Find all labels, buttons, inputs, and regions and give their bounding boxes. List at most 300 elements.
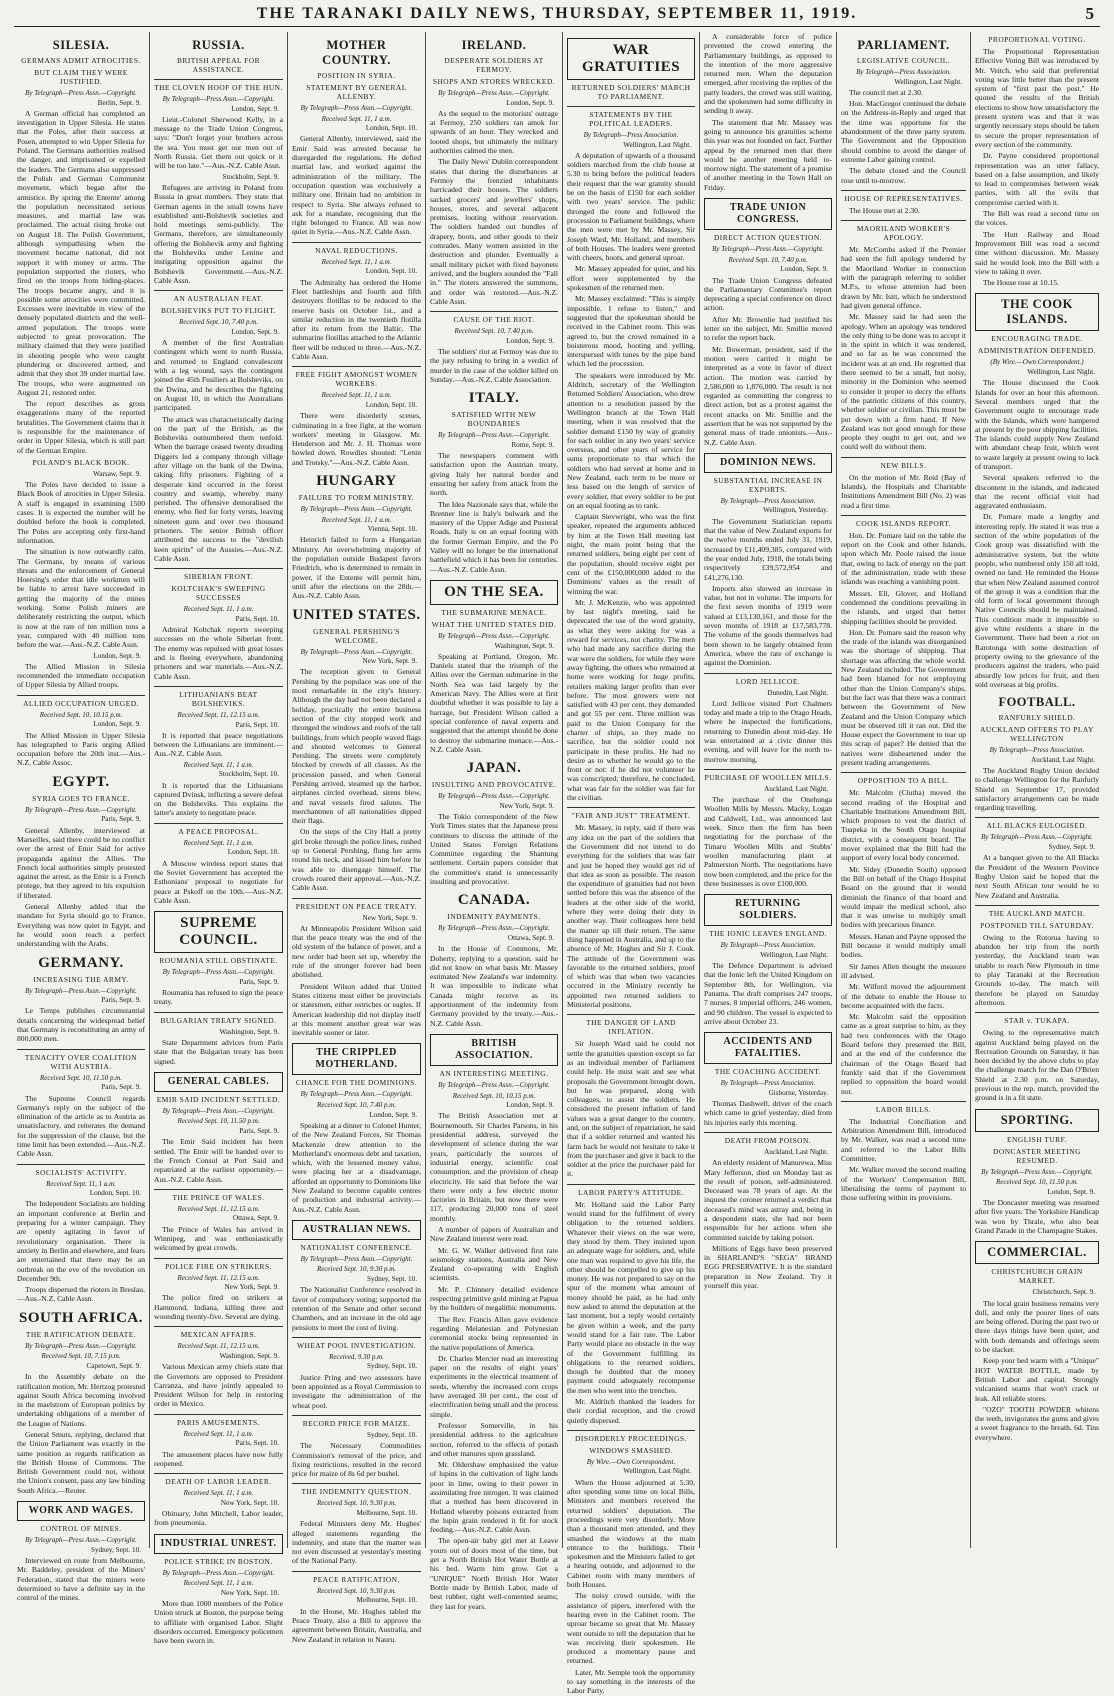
dateline: London, Sept. 9. bbox=[780, 265, 828, 274]
telegraph-credit: By Telegraph—Press Assn.—Copyright. bbox=[162, 1568, 275, 1577]
article-paragraph: Le Temps publishes circumstantial details concerning the widespread belief that Germany is reconstituting an army of 800,000 men. bbox=[17, 1006, 145, 1044]
telegraph-credit: By Telegraph—Press Association. bbox=[856, 68, 951, 76]
section-heading: EGYPT. bbox=[52, 773, 110, 790]
article-paragraph: The police fired on strikers at Hammond, Indiana, killing three and wounding twenty-five. Several are dying. bbox=[154, 1293, 283, 1322]
dateline: New York, Sept. 9. bbox=[362, 913, 417, 922]
telegraph-credit: By Telegraph—Press Assn.—Copyright. bbox=[25, 1341, 137, 1350]
sub-heading: THE CLOVEN HOOF OF THE HUN. bbox=[154, 79, 283, 92]
article-paragraph: A Moscow wireless report states that the Soviet Government has accepted the Esthonians' proposal to negotiate for peace at Pskoff on the 10th.—Aus.-N.Z. Cable Assn. bbox=[154, 858, 283, 905]
sub-heading: BRITISH APPEAL FOR ASSISTANCE. bbox=[176, 56, 261, 74]
article-paragraph: Several speakers referred to the discontent in the islands, and indicated that the recent official visit had aggravated enthusiasm. bbox=[975, 473, 1099, 511]
article-paragraph: Mr. Malcolm said the opposition came as a great surprise to him, as they had two conferences with the Otago Board before they presented the Bill, and at the end of the conference the chairman of the Otago Board had frankly said that if the Government replied to opposition the board would not. bbox=[841, 1012, 966, 1096]
telegraph-credit: Received Sept. 10, 7.40 p.m. bbox=[728, 255, 808, 264]
telegraph-credit: Received Sept. 10, 10.15 p.m. bbox=[452, 1091, 536, 1100]
article-paragraph: Messrs. Hanan and Payne opposed the Bill because it would multiply small bodies. bbox=[841, 931, 966, 960]
sub-heading: LABOR BILLS. bbox=[841, 1101, 966, 1114]
sub-heading: TENACITY OVER COALITION WITH AUSTRIA. bbox=[17, 1049, 145, 1071]
telegraph-credit: By Telegraph—Press Assn.—Copyright. bbox=[438, 89, 550, 97]
dateline: New York, Sept. 9. bbox=[362, 657, 417, 666]
telegraph-credit: Received Sept. 10, 9.30 p.m. bbox=[316, 1586, 397, 1595]
article-paragraph: The speakers were introduced by Mr. Aldritch, secretary of the Wellington Returned Soldiers' Association, who drew attention to a resolution passed by the Wellington branch at the Town Hall meeting, when it was resolved that the soldier demand £150 by way of gratuity for each soldier in any two years' service overseas, and other years of service for sums proportionate to that which the soldiers who had served at home and in New Zealand, each term to be more or less based on the length of service of every soldier, that every soldier to be put on an equal footing as to rank. bbox=[567, 370, 695, 510]
section-heading: BRITISH ASSOCIATION. bbox=[430, 1034, 558, 1066]
sub-heading: THE DANGER OF LAND INFLATION. bbox=[567, 1014, 695, 1036]
telegraph-credit: Received Sept. 11, 12.15 a.m. bbox=[177, 1204, 260, 1213]
section-heading: GERMANY. bbox=[38, 954, 124, 971]
article-paragraph: Mr. Wilford moved the adjournment of the debate to enable the House to become acquainted with the facts. bbox=[841, 982, 966, 1010]
telegraph-credit: By Telegraph—Press Assn.—Copyright. bbox=[981, 833, 1093, 842]
article-paragraph: Dr. Payne considered proportional representation was an utter fallacy, based on a false assumption, and likely to lead to compromises between weak parties, with all the evils that compromise carried with it. bbox=[975, 151, 1099, 207]
column-rule bbox=[562, 32, 563, 1548]
telegraph-credit: Received Sept. 10, 10.15 p.m. bbox=[39, 710, 123, 719]
article-paragraph: General Allenby, interviewed, said the Emir Said was arrested because he disregarded the regulations. He defied martial law, and worked against the administration of the military. The occupation question was exclusively a military one. Britain had no ambition in respect to Syria. She always refused to ask for a mandate, recognising that the right belonged to France. All was now quiet in Syria.—Aus.-N.Z. Cable Assn. bbox=[292, 134, 421, 237]
dateline: London, Sept. 9. bbox=[506, 336, 554, 345]
telegraph-credit: By Telegraph—Press Assn.—Copyright. bbox=[300, 647, 413, 656]
telegraph-credit: Received Sept. 11, 12.15 a.m. bbox=[177, 710, 260, 719]
sub-heading: BUT CLAIM THEY WERE JUSTIFIED. bbox=[34, 68, 128, 86]
article-paragraph: The local grain business remains very dull, and only the poorer lines of oats are being offered. During the past two or three days things have been quiet, and with both demands and offerings seem to be slacker. bbox=[975, 1298, 1099, 1355]
article-paragraph: The Tokio correspondent of the New York Times states that the Japanese press continues to discuss the attitude of the United States Foreign Relations Committee regarding the Shantung settlement. Certain papers consider that the committee's stand is unnecessarily insulting and provocative. bbox=[430, 812, 558, 887]
sub-heading: DEATH FROM POISON. bbox=[704, 1132, 832, 1145]
sub-heading: RECORD PRICE FOR MAIZE. bbox=[292, 1415, 421, 1428]
sub-heading: THE PRINCE OF WALES. bbox=[154, 1189, 283, 1202]
article-paragraph: A member of the first Australian contingent which went to north Russia, and returned to England convalescent with a leg wound, says the contingent joined the 45th Fusiliers at Bolsheviks, on the Dwina, and he describes the fighting on August 10, in which the Australians participated. bbox=[154, 338, 283, 413]
sub-heading: ALLIED OCCUPATION URGED. bbox=[17, 695, 145, 708]
section-heading: DOMINION NEWS. bbox=[704, 453, 832, 473]
article-paragraph: Various Mexican army chiefs state that the Governors are opposed to President Carranza, and have jointly appealed to President Wilson for help in restoring order in Mexico. bbox=[154, 1362, 283, 1409]
telegraph-credit: By Telegraph—Press Assn.—Copyright. bbox=[438, 431, 550, 440]
section-heading: SILESIA. bbox=[52, 38, 110, 52]
sub-heading: GENERAL PERSHING'S WELCOME. bbox=[313, 626, 400, 645]
sub-heading: POLAND'S BLACK BOOK. bbox=[32, 457, 130, 467]
dateline: Paris, Sept. 10. bbox=[235, 1439, 279, 1448]
article-paragraph: A German official has completed an investigation in Upper Silesia. He states that the Poles, after their success at Posen, attempted to win Upper Silesia for Poland. The Germans authorities realised the danger, and imprisoned or expelled the leaders. The Germans also suppressed the Polish and German Communist movement, which began after the armistice. By spring the Entente' among the population necessitated serious measures, and martial law was proclaimed. The actual rising broke out on August 18. The Polish Government, although sympathising when the movement became national, did not support it with money or arms. The population supported the rioters, who fired on the troops from hiding-places. The troops became angry, and it is possible some atrocities were committed. Excesses were inevitable in view of the densely populated districts and the well-armed population. The troops were subjected to great provocation. The military claimed that they were justified in shooting people who were caught plundering or discovered armed, and admit that they shot 39 under martial law. The troops, who were augmented on August 21, restored order. bbox=[17, 108, 145, 397]
article-paragraph: The Trade Union Congress defeated the Parliamentary Committee's report deprecating a special conference on direct action. bbox=[704, 275, 832, 313]
article-paragraph: At a banquet given to the All Blacks the President of the Western Province Rugby Union said he hoped that the next South African tour would be to New Zealand and Australia. bbox=[975, 853, 1099, 900]
sub-heading: ALL BLACKS EULOGISED. bbox=[975, 817, 1099, 830]
dateline: Wellington, Last Night. bbox=[1027, 368, 1095, 377]
telegraph-credit: By Telegraph—Press Assn.—Copyright. bbox=[162, 95, 275, 103]
article-paragraph: Captain Sievwright, who was the first speaker, repeated the arguments adduced by him at the Town Hall meeting last night, the main point being that the returned soldiers, being eight per cent of the population, should receive eight per cent of the £150,000,000 added to the Dominions' values as the result of winning the war. bbox=[567, 512, 695, 596]
article-paragraph: Mr. Massey appealed for quiet, and his effort were supplemented by the spokesmen of the returned men. bbox=[567, 264, 695, 293]
sub-heading: PROPORTIONAL VOTING. bbox=[988, 35, 1086, 44]
section-heading: MOTHER COUNTRY. bbox=[322, 38, 391, 67]
article-paragraph: The House discussed the Cook Islands for over an hour this afternoon. Several members urged that the Government ought to encourage trade with the Islands, which were hampered at present by the poor shipping facilities. The islands could supply New Zealand with abundant cheap fruit, which went to waste largely at present owing to lack of transport. bbox=[975, 378, 1099, 471]
section-heading: THE COOK ISLANDS. bbox=[975, 293, 1099, 331]
article-paragraph: The Daily News' Dublin correspondent states that during the disturbances at Fermoy the frenzied inhabitants barricaded their houses. The soldiers sacked grocers' and jewellers' shops, houses, stores, and several adjacent premises, looting without reservation. The soldiers handed out bundles of drapery, boots, and other goods to their comrades. Many women assisted in the destruction and plunder. Eventually a small military picket with fixed bayonets arrived, and the buglers sounded the "Fall in." The rioters answered the summons, and order was restored.—Aus.-N.Z. Cable Assn. bbox=[430, 157, 558, 306]
dateline: Sydney, Sept. 10. bbox=[366, 1362, 417, 1371]
article-paragraph: The Government Statistician reports that the value of New Zealand exports for the twelve months ended July 31, 1919, increased by £11,409,385, compared with the year ended July, 1918, the totals being respectively £39,572,954 and £41,276,130. bbox=[704, 516, 832, 582]
sub-heading: CHANCE FOR THE DOMINIONS. bbox=[295, 1078, 418, 1088]
section-heading: HUNGARY bbox=[316, 472, 397, 489]
article-paragraph: The attack was characteristically daring on the part of the British, as the Bolsheviks outnumbered them tenfold. When the barrage ceased twenty dreading Diggers led a company through village after village on the bank of the Dwina, taking fifty prisoners. Fighting of a desperate kind occurred in the forest country and swamp, whereby many perished. The offensive demoralised the enemy, who fled for forty versts, leaving nineteen guns and over two thousand prisoners. The senior British officer attributed the success to the "devilish keen spirits" of the Aussies.—Aus.-N.Z. Cable Assn. bbox=[154, 414, 283, 563]
article-paragraph: The Allied Mission in Upper Silesia has telegraphed to Paris urging Allied occupation before the 20th inst.—Aus.-N.Z. Cable Assoc. bbox=[17, 730, 145, 768]
sub-heading: DISORDERLY PROCEEDINGS. bbox=[567, 1430, 695, 1443]
article-paragraph: It is reported that the Lithuanians captured Dvinsk, inflicting a severe defeat on the Bolsheviks. This explains the latter's anxiety to negotiate peace. bbox=[154, 780, 283, 818]
article-paragraph: Roumania has refused to sign the peace treaty. bbox=[154, 988, 283, 1007]
article-paragraph: Mr. Sidey (Dunedin South) opposed the Bill on behalf of the Otago Hospital Board on the ground that it would diminish the finance of that board and would impair the medical school, also that it was unwise to multiply small bodies with precarious finance. bbox=[841, 864, 966, 930]
article-paragraph: Sir James Allen thought the measure ill advised. bbox=[841, 961, 966, 980]
article-paragraph: President Wilson added that United States citizens must either be provincials or statesmen, either ostriches or eagles. If American leadership did not display itself at this moment another great war was inevitable sooner or later. bbox=[292, 981, 421, 1038]
sub-heading: THE AUCKLAND MATCH. bbox=[975, 905, 1099, 918]
dateline: London, Sept. 9. bbox=[231, 104, 279, 113]
sub-heading: KOLTCHAK'S SWEEPING SUCCESSES bbox=[171, 584, 266, 603]
section-heading: GENERAL CABLES. bbox=[154, 1072, 283, 1092]
article-paragraph: Justice Pring and two assessors have been appointed as a Royal Commission to investigate the administration of the wheat pool. bbox=[292, 1372, 421, 1410]
dateline: Christchurch, Sept. 9. bbox=[1032, 1288, 1095, 1297]
sub-heading: PARIS AMUSEMENTS. bbox=[154, 1414, 283, 1427]
dateline: Melbourne, Sept. 10. bbox=[356, 1509, 417, 1517]
column-rule bbox=[836, 32, 837, 1548]
sub-heading: POLICE STRIKE IN BOSTON. bbox=[164, 1556, 273, 1566]
dateline: Paris, Sept. 9. bbox=[239, 977, 279, 986]
dateline: Paris, Sept. 9. bbox=[239, 1127, 279, 1136]
article-paragraph: Federal Ministers deny Mr. Hughes' alleged statements regarding the indemnity, and state that the matter was not even discussed at yesterday's meeting of the National Party. bbox=[292, 1519, 421, 1566]
sub-heading: WINDOWS SMASHED. bbox=[589, 1445, 673, 1455]
sub-heading: THE SUBMARINE MENACE. bbox=[441, 607, 547, 617]
article-paragraph: The Idea Nazionale says that, while the Brenner line is Italy's bulwark and the mastery of the Upper Adige and Pusteral Roads, Italy is on an equal footing with the former German Empire, and the Po Valley will no longer be the international battlefield which it has been for centuries.—Aus.-N.Z. Cable Assn. bbox=[430, 499, 558, 574]
sub-heading: MAORILAND WORKER'S APOLOGY. bbox=[841, 220, 966, 242]
telegraph-credit: Received Sept. 11, 1 a.m. bbox=[321, 257, 392, 266]
sub-heading: GERMANS ADMIT ATROCITIES. bbox=[21, 56, 141, 65]
article-paragraph: Thomas Dashwell, driver of the coach which came to grief yesterday, died from his injuries early this morning. bbox=[704, 1099, 832, 1127]
article-paragraph: The Emir Said incident has been settled. The Emir will be handed over to the French Consul at Port Said and repatriated at the earliest opportunity.—Aus.-N.Z. Cable Assn. bbox=[154, 1137, 283, 1184]
article-paragraph: The Allied Mission in Silesia recommended the immediate occupation of Upper Silesia by Allied troops. bbox=[17, 661, 145, 690]
sub-heading: NEW BILLS. bbox=[841, 457, 966, 470]
telegraph-credit: By Telegraph—Press Assn.—Copyright. bbox=[25, 805, 137, 814]
sub-heading: PURCHASE OF WOOLLEN MILLS. bbox=[704, 769, 832, 782]
section-heading: IRELAND. bbox=[461, 38, 527, 52]
dateline: Berlin, Sept. 9. bbox=[97, 98, 141, 107]
sub-heading: ENCOURAGING TRADE. bbox=[991, 334, 1083, 344]
telegraph-credit: Received Sept. 11, 1 a.m. bbox=[183, 760, 254, 769]
article-paragraph: Millions of Eggs have been preserved in SHARLAND'S "SEGA" BRAND EGG PRESERVATIVE. It is the standard preparation in New Zealand. Try it yourself this year. bbox=[704, 1243, 832, 1291]
article-paragraph: A deputation of upwards of a thousand soldiers marched from the club house at 5.30 to bring before the political leaders their request that the war gratuity should be on the basis of £150 for each soldier with two years' service. The public thronged the route and followed the procession to Parliament buildings, where the men were met by Mr. Massey, Sir Joseph Ward, Mr. Holland, and members of both Houses. The leaders were greeted with cheers, hoots, and general uproar. bbox=[567, 150, 695, 263]
dateline: Warsaw, Sept. 9. bbox=[93, 469, 141, 478]
article-paragraph: The Bill was read a second time on the voices. bbox=[975, 209, 1099, 228]
sub-heading: THE COACHING ACCIDENT. bbox=[714, 1067, 822, 1077]
article-paragraph: Lord Jellicoe visited Port Chalmers today and made a trip to the Otago Heads, where he inspected the fortifications, returning to Dunedin about mid-day. He was entertained at a civic dinner this evening, and will leave for the north to-morrow morning. bbox=[704, 698, 832, 764]
telegraph-credit: By Telegraph—Press Assn.—Copyright. bbox=[712, 245, 824, 254]
article-paragraph: A number of papers of Australian and New Zealand interest were read. bbox=[430, 1224, 558, 1244]
article-paragraph: Owing to the representative match against Auckland being played on the Recreation Grounds on Saturday, it has been decided by the above clubs to play the challenge match for the Dan O'Brien Shield at 2.30 p.m. on Saturday, previous to the rep. match, provided the ground is in a fit state. bbox=[975, 1028, 1099, 1103]
sub-heading: INSULTING AND PROVOCATIVE. bbox=[431, 780, 557, 790]
dateline: New York, Sept. 10. bbox=[220, 1498, 279, 1507]
newspaper-page bbox=[14, 32, 1102, 1696]
dateline: Rome, Sept. 9. bbox=[511, 440, 554, 449]
column-4 bbox=[427, 32, 561, 1611]
sub-heading: THE RATIFICATION DEBATE. bbox=[25, 1329, 137, 1339]
telegraph-credit: By Telegraph—Press Assn.—Copyright. bbox=[162, 968, 275, 977]
column-1 bbox=[14, 32, 148, 1603]
article-paragraph: State Department advices from Paris state that the Bulgarian treaty has been signed. bbox=[154, 1037, 283, 1066]
sub-heading: CHRISTCHURCH GRAIN MARKET. bbox=[991, 1267, 1083, 1286]
sub-heading: POSTPONED TILL SATURDAY. bbox=[980, 920, 1094, 930]
telegraph-credit: By Wire.—Own Correspondent. bbox=[586, 1457, 676, 1466]
article-paragraph: Mr. G. W. Walker delivered first rate seismology stations, Australia and New Zealand co-operating with English scientists. bbox=[430, 1245, 558, 1283]
article-paragraph: Mr. Bowerman, president, said if the motion were carried it might be interpreted as a vote in favor of direct action. The motion was carried by 2,586,000 to 1,876,000. The result is not regarded as committing the congress to direct action, but as a protest against the recent attacks on Mr. Smillie and the assertion that he was not supported by the general mass of trade unionists.—Aus.-N.Z. Cable Assn. bbox=[704, 344, 832, 447]
article-paragraph: After Mr. Brownlie had justified his letter on the subject, Mr. Smillie moved to refer the report back. bbox=[704, 314, 832, 343]
column-rule bbox=[699, 32, 700, 1548]
article-paragraph: The Rev. Francis Allen gave evidence regarding Melanesian and Polynesian ceremonial stocks being represented in the native populations of America. bbox=[430, 1314, 558, 1352]
sub-heading: SIBERIAN FRONT. bbox=[154, 568, 283, 581]
dateline: Wellington, Last Night. bbox=[623, 140, 691, 149]
article-paragraph: Sir Joseph Ward said he could not settle the gratuities question except so far as an individual member of Parliament could help. He must wait and see what proposals the Government brought down, but he was prepared, along with colleagues, to assist the soldiers. He considered the present inflation of land values was a great danger to the country, and, on the subject of repatriation, he said that if a soldier returned and wanted his farm back he would not hesitate to take it from the purchaser and give it back to the soldier at the price the purchaser paid for it. bbox=[567, 1039, 695, 1179]
dateline: London, Sept. 9. bbox=[1047, 1187, 1095, 1196]
sub-heading: PEACE RATIFICATION. bbox=[292, 1571, 421, 1584]
dateline: Wellington, Last Night. bbox=[760, 950, 828, 959]
article-paragraph: The House met at 2.30. bbox=[849, 205, 920, 215]
article-paragraph: Admiral Koltchak reports sweeping successes on the whole Siberian front. The enemy was repulsed with great losses and is fleeing everywhere, abandoning prisoners and war materials.—Aus.-N.Z. Cable Assn. bbox=[154, 625, 283, 681]
telegraph-credit: By Telegraph—Press Association. bbox=[720, 941, 816, 950]
dateline: London, Sept. 10. bbox=[365, 400, 417, 409]
sub-heading: STATEMENT BY GENERAL ALLENBY. bbox=[306, 83, 407, 101]
article-paragraph: Dr. Pomare made a lengthy and interesting reply. He stated it was true a section of the white population of the Cook group was dissatisfied with the administrative system, but the white people, who numbered only 150 all told, owned no land. He reminded the House that when New Zealand assumed control of the group it was a condition that the old form of local government through Native Councils should be maintained. This condition made it impossible to give white residents a share in the Government. There had been a riot on Rarotonga with some destruction of property owing to the grievance of the producers against the traders, who paid absurdly low prices for fruit, and then sold overseas at big profits. bbox=[975, 512, 1099, 689]
article-paragraph: The Proportional Representation Effective Voting Bill was introduced by Mr. Veitch, who said that preferential voting was little better than the present system of "first past the post." He quoted the results of the British elections to show how unsatisfactory the present system was and that it was urgently necessary steps should be taken to secure the proper representation of every section of the community. bbox=[975, 47, 1099, 149]
article-paragraph: The Doncaster meeting was resumed after five years. The Yorkshire Handicap was won by Thrale, who also beat Grand Parade in the Champagne Stakes. bbox=[975, 1198, 1099, 1235]
sub-heading: SUBSTANTIAL INCREASE IN EXPORTS. bbox=[713, 475, 823, 494]
article-paragraph: The Necessary Commodities Commission's removal of the price, and fixing restrictions, resulted in the record price for maize of 8s 6d per bushel. bbox=[292, 1441, 421, 1479]
article-paragraph: The newspapers comment with satisfaction upon the Austrian treaty, giving Italy her natural border and ensuring her safety from attack from the north. bbox=[430, 451, 558, 498]
telegraph-credit: Received Sept. 11, 12.15 a.m. bbox=[177, 1273, 260, 1282]
column-6 bbox=[701, 32, 835, 1548]
dateline: Auckland, Last Night. bbox=[764, 1147, 828, 1156]
article-paragraph: Mr. Walker moved the second reading of the Workers' Compensation Bill, liberalising the terms of payment to those suffering within its provisions. bbox=[841, 1165, 966, 1203]
article-paragraph: Mr. Malcolm (Clutha) moved the second reading of the Hospital and Charitable Institutions Amendment Bill, which proposes to vest the district of Tuapeka in the South Otago hospital district, with a consequent board. The mover explained that the Bill had the support of every local body concerned. bbox=[841, 788, 966, 863]
sub-heading: AUCKLAND OFFERS TO PLAY WELLINGTON bbox=[980, 725, 1094, 744]
article-paragraph: The debate closed and the Council rose until to-morrow. bbox=[841, 166, 966, 185]
article-paragraph: Imports also showed an increase in value, but not in volume. The imports for the first seven months of 1919 were valued at £13,130,161, and those for the seven months of 1918 at £17,583,778. The volume of the goods themselves had been shown to be largely obtained from America, where the rate of exchange is against the Dominion. bbox=[704, 583, 832, 668]
telegraph-credit: Received Sept. 11, 1 a.m. bbox=[183, 1579, 254, 1588]
section-heading: JAPAN. bbox=[466, 760, 522, 777]
article-paragraph: It is reported that peace negotiations between the Lithuanians are imminent.—Aus.-N.Z. Cable Assn. bbox=[154, 730, 283, 759]
dateline: London, Sept. 10. bbox=[365, 124, 417, 133]
dateline: London, Sept. 10. bbox=[227, 848, 279, 857]
sub-heading: DIRECT ACTION QUESTION. bbox=[713, 233, 823, 243]
article-paragraph: The soldiers' riot at Fermoy was due to the jury refusing to bring in a verdict of murder in the case of the soldier killed on Sunday.—Aus.-N.Z. Cable Association. bbox=[430, 347, 558, 384]
dateline: New York, Sept. 9. bbox=[499, 801, 554, 810]
sub-heading: RANFURLY SHIELD. bbox=[998, 713, 1076, 723]
article-paragraph: Refugees are arriving in Poland from Russia in great numbers. They state that German agents in the small towns have established anti-Bolshevik societies and hold meetings semi-publicly. The Germans, therefore, are simultaneously offering the Bolshevik army and fighting the Bolsheviks under Lenine and instigating opposition against the Bolshevik Government.—Aus.-N.Z. Cable Assn. bbox=[154, 182, 283, 285]
sub-heading: DONCASTER MEETING RESUMED. bbox=[993, 1146, 1081, 1165]
section-heading: THE CRIPPLED MOTHERLAND. bbox=[292, 1043, 421, 1075]
sub-heading: LORD JELLICOE. bbox=[704, 673, 832, 686]
sub-heading: EMIR SAID INCIDENT SETTLED. bbox=[156, 1094, 281, 1104]
dateline: Dunedin, Last Night. bbox=[767, 688, 828, 697]
dateline: New York, Sept. 10. bbox=[220, 1588, 279, 1597]
telegraph-credit: By Telegraph—Press Association. bbox=[989, 746, 1085, 755]
sub-heading: LITHUANIANS BEAT BOLSHEVIKS. bbox=[154, 686, 283, 708]
sub-heading: BOLSHEVIKS PUT TO FLIGHT. bbox=[160, 306, 277, 316]
article-paragraph: The Auckland Rugby Union decided to challenge Wellington for the Ranfurly Shield on September 17, provided satisfactory arrangements can be made regarding travelling. bbox=[975, 766, 1099, 813]
article-paragraph: Obituary, John Mitchell, Labor leader, from pneumonia. bbox=[154, 1509, 283, 1528]
article-paragraph: Hon. MacGregor continued the debate on the Address-in-Reply and urged that the time was opportune for the abandonment of the three party system. The Government and the Opposition should combine to avoid the danger of extreme Labor gaining control. bbox=[841, 99, 966, 164]
dateline: Paris, Sept. 9. bbox=[101, 815, 141, 824]
dateline: London, Sept. 9. bbox=[93, 651, 141, 660]
sub-heading: WHAT THE UNITED STATES DID. bbox=[431, 619, 557, 629]
dateline: Melbourne, Sept. 10. bbox=[356, 1596, 417, 1605]
sub-heading: SHOPS AND STORES WRECKED. bbox=[432, 77, 556, 86]
sub-heading: DEATH OF LABOR LEADER. bbox=[154, 1473, 283, 1486]
section-heading: INDUSTRIAL UNREST. bbox=[154, 1534, 283, 1554]
section-heading: TRADE UNION CONGRESS. bbox=[704, 198, 832, 230]
sub-heading: "FAIR AND JUST" TREATMENT. bbox=[567, 807, 695, 820]
dateline: Paris, Sept. 10. bbox=[235, 720, 279, 729]
sub-heading: CONTROL OF MINES. bbox=[40, 1524, 122, 1534]
article-paragraph: An elderly resident of Manurewa, Miss Mary Jefferson, died on Monday last as the result of poison, self-administered. Deceased was 78 years of age. At the inquest the coroner returned a verdict that deceased's mind was astray and, being in a despondent state, she had not been responsible for her actions when she committed suicide by taking poison. bbox=[704, 1158, 832, 1242]
section-heading: WORK AND WAGES. bbox=[17, 1501, 145, 1521]
dateline: Washington, Sept. 9. bbox=[219, 1027, 279, 1036]
article-paragraph: More than 1000 members of the Police Union struck at Boston, the purpose being to affiliate with organised Labor. Slight disorders occurred. Emergency policemen have been sworn in. bbox=[154, 1599, 283, 1646]
telegraph-credit: Received Sept. 10, 11.50 p.m. bbox=[177, 1117, 260, 1126]
article-paragraph: Hon. Dr. Pomare said the reason why the trade of the islands was disorganised was the shortage of shipping. That shortage was affecting the whole world. New Zealand included. The Government had been blamed for not employing other than the Union Company's ships, but the fact was that there was a contract between the Government of New Zealand and the Union Company which must be observed till it ran out. Did the House expect the Government to tear up this scrap of paper? He denied that the natives were disheartened under the present trading arrangements. bbox=[841, 627, 966, 767]
section-heading: CANADA. bbox=[457, 892, 531, 909]
article-paragraph: On the motion of Mr. Reid (Bay of Islands), the Hospitals and Charitable Institutions Amendment Bill (No. 2) was read a first time. bbox=[841, 472, 966, 510]
telegraph-credit: By Telegraph—Press Assn.—Copyright. bbox=[25, 1536, 137, 1545]
telegraph-credit: Received Sept. 10, 9.30 p.m. bbox=[316, 1499, 397, 1508]
section-heading: ACCIDENTS AND FATALITIES. bbox=[704, 1032, 832, 1064]
telegraph-credit: Received Sept. 10, 7.40 p.m. bbox=[316, 1101, 397, 1110]
telegraph-credit: By Telegraph—Press Assn.—Copyright. bbox=[981, 1167, 1093, 1176]
article-paragraph: Mr. J. McKenzie, who was appointed by last night's meeting, said he deprecated the use of the word gratuity, as what they were asking for was a reward for services, not charity. The men who had made any sacrifice during the war were the soldiers, for while they were away fighting, the others who remained at home were working for huge profits, retailers making larger profits than ever before. The most growers were not satisfied with 43 per cent. they demanded and got 55 per cent. Three million was paid to the Union Company for the charter of ships, so they made no sacrifice, but the soldier could not participate in these profits. He had no desire as to whether he would go to the front or not: if he did not volunteer he was conscripted; therefore, he concluded, what was fair for the soldier was fair for the civilian. bbox=[567, 597, 695, 803]
dateline: Ottawa, Sept. 9. bbox=[507, 933, 554, 942]
article-paragraph: In the House of Commons, Mr. Doherty, replying to a question, said he did not know on what basis Mr. Massey estimated New Zealand's war indemnity. It was impossible to indicate what Canada might receive as its apportionment of the indemnity from Germany provided by the treaty.—Aus.-N.Z. Cable Assn. bbox=[430, 944, 558, 1028]
sub-heading: THE INDEMNITY QUESTION. bbox=[292, 1483, 421, 1496]
article-paragraph: Heinrich failed to form a Hungarian Ministry. An overwhelming majority of the population outside Budapest favors Friedrich, who is determined to remain in power, if the Entente will permit him, until after the elections on the 28th.—Aus.-N.Z. Cable Assn. bbox=[292, 535, 421, 601]
dateline: London, Sept. 9. bbox=[506, 98, 554, 107]
telegraph-credit: By Telegraph—Press Assn.—Copyright. bbox=[300, 1090, 413, 1099]
article-paragraph: The Hutt Railway and Road Improvement Bill was read a second time without discussion. Mr. Massey said he would look into the Bill with a view to taking it over. bbox=[975, 229, 1099, 276]
telegraph-credit: Received Sept. 10, 9.30 p.m. bbox=[316, 1265, 397, 1274]
article-paragraph: On the steps of the City Hall a pretty girl broke through the police lines, rushed up to General Pershing, flung her arms round his neck, and kissed him before he was able to disengage himself. The crowds roared their approval.—Aus.-N.Z. Cable Assn. bbox=[292, 827, 421, 893]
sub-heading: ADMINISTRATION DEFENDED. bbox=[978, 346, 1096, 356]
dateline: London, Sept. 9. bbox=[231, 327, 279, 336]
masthead bbox=[14, 2, 1100, 27]
dateline: Wellington, Last Night. bbox=[623, 1467, 691, 1476]
sub-heading: POLICE FIRE ON STRIKERS. bbox=[154, 1258, 283, 1271]
article-paragraph: The Nationalist Conference resolved in favor of compulsory voting; supported the retention of the Senate and other second Chambers, and an increase in the old age pensions to meet the cost of living. bbox=[292, 1285, 421, 1332]
dateline: Gisborne, Yesterday. bbox=[768, 1088, 828, 1097]
article-paragraph: In the House, Mr. Hughes tabled the Peace Treaty, also a Bill to approve the agreement between Britain, Australia, and New Zealand in relation to Nauru. bbox=[292, 1606, 421, 1644]
section-heading: SOUTH AFRICA. bbox=[18, 1309, 144, 1326]
dateline: London, Sept. 9. bbox=[93, 720, 141, 729]
telegraph-credit: Received Sept. 11, 1 a.m. bbox=[183, 1429, 254, 1438]
telegraph-credit: By Telegraph—Press Assn.—Copyright. bbox=[162, 1106, 275, 1115]
telegraph-credit: Received Sept. 11, 1 a.m. bbox=[183, 1489, 254, 1498]
dateline: Auckland, Last Night. bbox=[764, 784, 828, 793]
article-paragraph: Dr. Charles Mercier read an interesting paper on the results of eight years' experiments in the electrical treatment of seeds, whereby the increased corn crops have averaged 30 per cent., the cost of electrification being small and the process simple. bbox=[430, 1353, 558, 1419]
article-paragraph: Mr. P. Chinnery detailed evidence respecting primitive gold mining at Papua by the builders of megalithic monuments. bbox=[430, 1284, 558, 1313]
article-paragraph: Mr. Holland said the Labor Party would stand for the fulfilment of every obligation to the returned soldiers. Whatever their views on the war were, they stood by them. They insisted upon an adequate wage for soldiers, and, while one man was required to give his life, the other should be compelled to give up his money. He was not prepared to say on the spur of the moment what amount of money should be paid, as he had only now asked to attend the deputation at the last moment, but a reply would certainly be given within a week, and the party would stand for a fair rate. The Labor Party would place no obstacle in the way of the Government fulfilling its obligations to the returned soldiers, though he doubted that the money payment could adequately recompense the men who went into the trenches. bbox=[567, 1199, 695, 1395]
dateline: Paris, Sept. 9. bbox=[101, 1083, 141, 1092]
dateline: Capetown, Sept. 9. bbox=[86, 1361, 141, 1370]
sub-heading: DESPERATE SOLDIERS AT FERMOY. bbox=[444, 56, 544, 74]
sub-heading: POSITION IN SYRIA. bbox=[317, 71, 396, 80]
dateline: Sydney, Sept. 10. bbox=[366, 1275, 417, 1284]
article-paragraph: Messrs. Ell, Glover, and Holland condemned the conditions prevailing in the islands, and urged that better shipping facilities should be provided. bbox=[841, 588, 966, 626]
telegraph-credit: Received Sept. 11, 1 a.m. bbox=[321, 114, 392, 123]
dateline: Vienna, Sept. 10. bbox=[367, 525, 417, 534]
telegraph-credit: By Telegraph—Press Assn.—Copyright. bbox=[438, 924, 550, 933]
telegraph-credit: Received Sept. 10, 11.50 p.m. bbox=[995, 1178, 1079, 1187]
article-paragraph: The Defence Department is advised that the Ionic left the United Kingdom on September 8th, for Wellington, via Panama. The draft comprises 247 troops, 7 nurses, 8 imperial officers, 246 women, and 90 children. The vessel is expected to arrive about October 23. bbox=[704, 961, 832, 1026]
telegraph-credit: (By Wire.—Own Correspondent.) bbox=[990, 358, 1084, 367]
article-paragraph: At Minneapolis President Wilson said that the peace treaty was the end of the old system of the balance of power, and a new order had been set up, whereby the rule of the stronger forever had been abolished. bbox=[292, 923, 421, 980]
telegraph-credit: By Telegraph—Press Association. bbox=[720, 1079, 816, 1088]
column-rule bbox=[425, 32, 426, 1548]
sub-heading: ROUMANIA STILL OBSTINATE. bbox=[159, 956, 278, 966]
article-paragraph: As the sequel to the motorists' outrage at Fermoy, 250 soldiers ran amok for upwards of an hour. They wrecked and looted shops, but ultimately the military authorities calmed the men. bbox=[430, 108, 558, 156]
article-paragraph: Speaking at a dinner to Colonel Hunter, of the New Zealand Forces, Sir Thomas Mackenzie drew attention to the Motherland's enormous debt and taxation, which, with the lessened money value, were placing her at a disadvantage, afforded an opportunity to Dominions like New Zealand to become capable centres of production and industrial activity.—Aus.-N.Z. Cable Assn. bbox=[292, 1120, 421, 1214]
sub-heading: NATIONALIST CONFERENCE. bbox=[300, 1242, 413, 1252]
dateline: Washington, Sept. 9. bbox=[219, 1351, 279, 1360]
article-paragraph: Mr. Aldritch thanked the leaders for their cordial reception, and the crowd quietly dispersed. bbox=[567, 1397, 695, 1425]
article-paragraph: Mr. Oldershaw emphasised the value of lupins in the cultivation of light lands poor in lime, owing to their power in assimilating free nitrogen. It was claimed that a method has been discovered in Holland whereby poisons extracted from the lupin grain rendered it fit for stock feeding.—Aus.-N.Z. Cable Assn. bbox=[430, 1460, 558, 1535]
section-heading: ON THE SEA. bbox=[430, 580, 558, 605]
article-paragraph: The House rose at 10.15. bbox=[983, 278, 1059, 288]
sub-heading: SATISFIED WITH NEW BOUNDARIES bbox=[451, 410, 537, 429]
telegraph-credit: Received Sept. 10, 11.50 p.m. bbox=[39, 1073, 123, 1082]
article-paragraph: The noisy crowd outside, with the assistance of pipers, interfered with the hearing even in the Cabinet room. The uproar became so great that Mr. Massey went outside to tell the deputation that he was receiving their spokesmen. He produced a momentary pause and returned. bbox=[567, 1591, 695, 1666]
dateline: London, Sept. 10. bbox=[89, 1189, 141, 1198]
article-paragraph: The purchase of the Onehunga Woollen Mills by Messrs. Macky, Logan and Caldwell, Ltd., was announced last week. Since then the firm has been negotiating for the purchase of the Timaru Woollen Mills and Stubbs' woollen manufacturing plant at Palmerston North. The negotiations have now been completed, and the price for the three businesses is over £100,000. bbox=[704, 795, 832, 888]
sub-heading: INDEMNITY PAYMENTS. bbox=[447, 912, 541, 922]
sub-heading: PRESIDENT ON PEACE TREATY. bbox=[292, 898, 421, 911]
column-2 bbox=[151, 32, 286, 1646]
telegraph-credit: Received Sept. 10, 7.15 p.m. bbox=[41, 1352, 121, 1361]
sub-heading: INCREASING THE ARMY. bbox=[33, 974, 129, 984]
telegraph-credit: Received Sept. 10, 7.40 p.m. bbox=[178, 318, 259, 327]
article-paragraph: The Industrial Conciliation and Arbitration Amendment Bill, introduced by Mr. Walker, was read a second time and referred to the Labor Bills Committee. bbox=[841, 1116, 966, 1163]
dateline: Sydney, Sept. 9. bbox=[1048, 843, 1095, 852]
telegraph-credit: By Telegraph—Press Assn.—Copyright. bbox=[300, 504, 413, 513]
article-paragraph: Interviewed en route from Melbourne, Mr. Baddeley, president of the Miners' Federation, stated that the miners were determined to have a definite say in the control of the mines. bbox=[17, 1555, 145, 1603]
sub-heading: FAILURE TO FORM MINISTRY. bbox=[298, 492, 415, 502]
dateline: Wellington, Yesterday. bbox=[763, 506, 828, 515]
dateline: Paris, Sept. 10. bbox=[235, 614, 279, 623]
section-heading: WAR GRATUITIES bbox=[567, 38, 695, 80]
article-paragraph: Lieut.-Colonel Sherwood Kelly, in a message to the Trade Union Congress, says: "Don't forget your brothers across the sea. You must get our men out of North Russia. Get them out quick or it will be too late."—Aus.-N.Z. Cable Assn. bbox=[154, 114, 283, 171]
sub-heading: A PEACE PROPOSAL. bbox=[154, 823, 283, 836]
page-number: 5 bbox=[1085, 4, 1094, 23]
article-paragraph: Professor Somerville, in his presidential address to the agriculture section, referred to the effects of potash and other manures upon grassland. bbox=[430, 1420, 558, 1458]
sub-heading: HOUSE OF REPRESENTATIVES. bbox=[841, 190, 966, 203]
sub-heading: STATEMENTS BY THE POLITICAL LEADERS. bbox=[567, 106, 695, 128]
dateline: London, Sept. 9. bbox=[506, 1101, 554, 1110]
section-heading: SUPREME COUNCIL. bbox=[154, 911, 283, 953]
dateline: Auckland, Last Night. bbox=[1031, 755, 1095, 764]
telegraph-credit: By Telegraph—Press Assn.—Copyright. bbox=[25, 986, 137, 995]
column-7 bbox=[838, 32, 969, 1548]
article-paragraph: The reception given to General Pershing by the populace was one of the most remarkable in the city's history. Although the day had not been declared a holiday, practically the entire business section of the city stopped work and thronged the windows and roofs of the tall buildings, from which people waved flags and shouted welcomes to General Pershing. The streets were completely blocked by crowds of all classes. As the procession passed, and when General Pershing arrived, steamed up the harbor, airplanes circled overhead, sirens blew, and naval vessels fired salutes. The merchantmen of all nationalities dipped their flags. bbox=[292, 667, 421, 826]
article-paragraph: The Prince of Wales has arrived in Winnipeg, and was enthusiastically welcomed by great crowds. bbox=[154, 1224, 283, 1253]
sub-heading: BULGARIAN TREATY SIGNED. bbox=[154, 1012, 283, 1025]
article-paragraph: The British Association met at Bournemouth. Sir Charles Parsons, in his presidential address, surveyed the development of science during the war years, particularly the sources of industrial energy, scientific coal consumption, and the provision of cheap electricity. He said that before the war there were only a few electric motor factories in Britain, but now there were 117, producing 20,000 tons of steel monthly. bbox=[430, 1111, 558, 1223]
telegraph-credit: By Telegraph—Press Assn.—Copyright. bbox=[438, 1080, 550, 1089]
column-3 bbox=[289, 32, 424, 1644]
article-paragraph: The Admiralty has ordered the Home Fleet battleships and fourth and fifth destroyers flotillas to be reduced to the reserve basis on October 1st., and a similar reduction in the twentieth flotilla after its return from the Baltic. The submarine flotillas attached to the Atlantic fleet will be reduced to three.—Aus.-N.Z. Cable Assn. bbox=[292, 277, 421, 362]
section-heading: COMMERCIAL. bbox=[975, 1241, 1099, 1264]
dateline: Paris, Sept. 9. bbox=[101, 996, 141, 1005]
sub-heading: ENGLISH TURF. bbox=[1007, 1134, 1067, 1144]
sub-heading: FREE FIGHT AMONGST WOMEN WORKERS. bbox=[292, 366, 421, 388]
article-paragraph: A considerable force of police prevented the crowd entering the Parliamentary buildings, as opposed to the intention of the more aggressive returned men. When the deputation emerged, after receiving the replies of the party leaders, the crowd was still waiting, and the spokesmen had some difficulty in sending it away. bbox=[704, 32, 832, 116]
article-paragraph: Mr. Massey exclaimed: "This is simply impossible. I refuse to listen," and suggested that the spokesman should be received in the Cabinet room. This was agreed to, but the crowd remained in a boisterous mood, hooting and yelling, interspersed with tunes by the pipe band which led the procession. bbox=[567, 294, 695, 369]
section-heading: RUSSIA. bbox=[192, 38, 245, 52]
dateline: London, Sept. 10. bbox=[365, 267, 417, 276]
dateline: New York, Sept. 9. bbox=[224, 1283, 279, 1292]
sub-heading: STAR v. TUKAPA. bbox=[975, 1012, 1099, 1025]
article-paragraph: There were disorderly scenes, culminating in a free fight, at the women workers' meeting in Glasgow. Mr. Henderson and Mr. J. H. Thomas were howled down. Rowdies shouted: "Lenin and Trotsky."—Aus.-N.Z. Cable Assn. bbox=[292, 411, 421, 467]
